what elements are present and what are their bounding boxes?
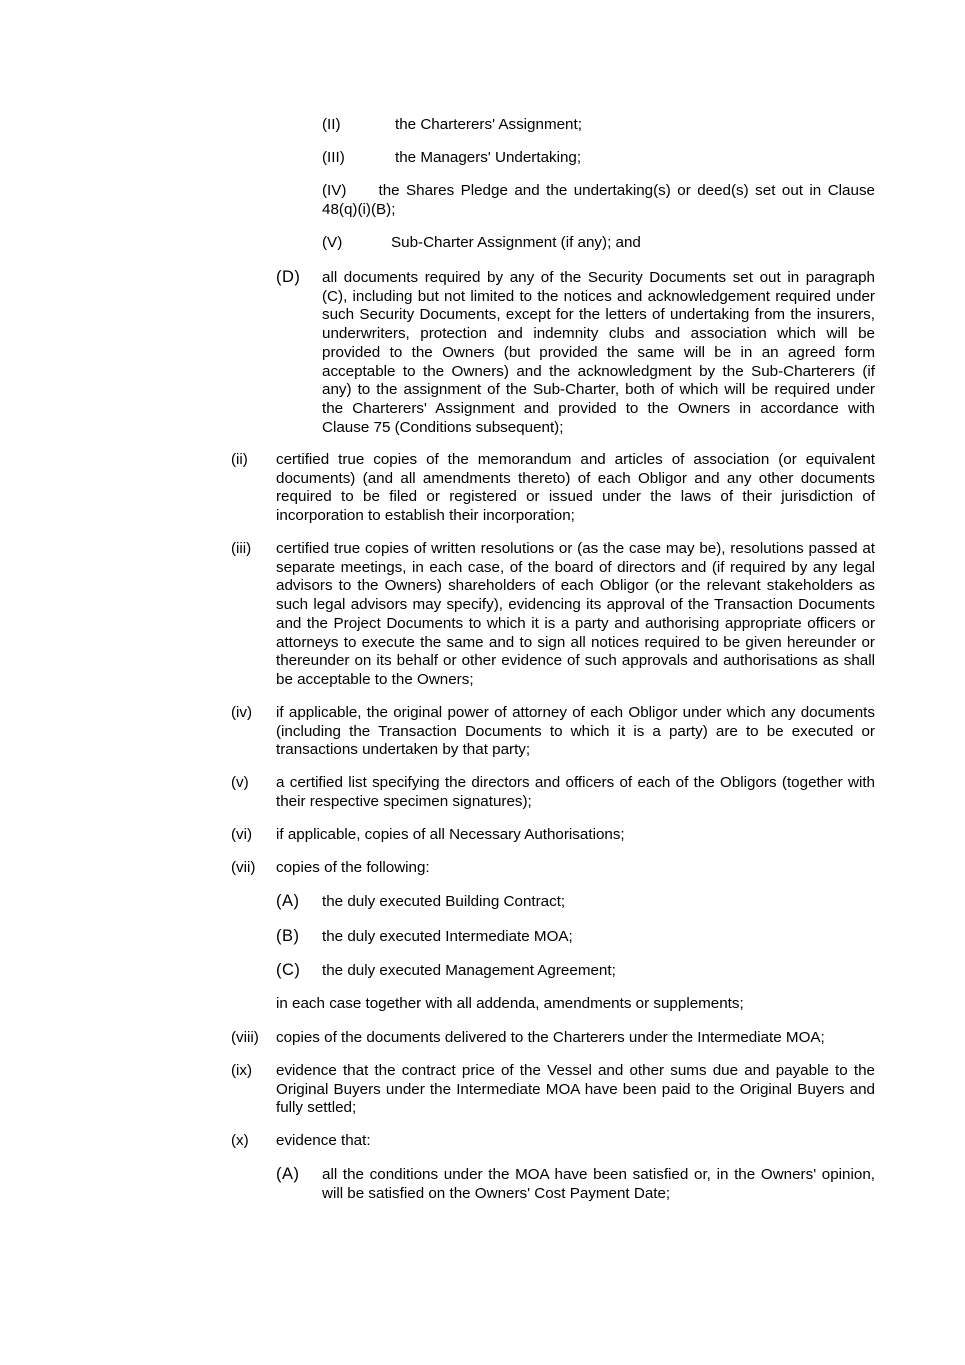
item-label: (vii) (231, 859, 256, 876)
item-text: if applicable, copies of all Necessary Authorisations; (276, 826, 625, 843)
sub-item-III (322, 149, 582, 168)
item-label: (iii) (231, 540, 252, 557)
item-label: (B) (276, 927, 300, 945)
item-text: evidence that the contract price of the Vessel and other sums due and payable to the Original Buyers under the Intermediate MOA have been paid to the Original Buyers and fully settled; (276, 1062, 875, 1117)
item-label: (D) (276, 268, 301, 286)
sub-item-II (322, 116, 582, 135)
item-label: (ix) (231, 1062, 253, 1079)
item-label: (A) (276, 892, 300, 910)
item-label: (x) (231, 1132, 249, 1149)
sub-item-text: Sub-Charter Assignment (if any); and (391, 234, 641, 251)
sub-item-text: the Shares Pledge and the undertaking(s) or deed(s) set out in Clause 48(q)(i)(B); (322, 182, 875, 218)
item-label: (C) (276, 961, 301, 979)
item-label: (viii) (231, 1029, 259, 1046)
item-text: the duly executed Intermediate MOA; (322, 928, 573, 945)
item-text: if applicable, the original power of attorney of each Obligor under which any documents (including the Transaction Documents to which it is a party) are to be executed or transactions undertaken by that party; (276, 704, 875, 759)
item-text: evidence that: (276, 1132, 371, 1149)
item-label: (vi) (231, 826, 253, 843)
sub-item-IV (322, 182, 875, 219)
item-text: the duly executed Building Contract; (322, 893, 566, 910)
item-text: all documents required by any of the Security Documents set out in paragraph (C), including but not limited to the notices and acknowledgement required under such Security Documents, except for the letters of undertaking from the insurers, underwriters, protection and indemnity clubs and association which will be provided to the Owners (but provided the same will be in an agreed form acceptable to the Owners) and the acknowledgment by the Sub-Charterers (if any) to the assignment of the Sub-Charter, both of which will be required under the Charterers' Assignment and provided to the Owners in accordance with Clause 75 (Conditions subsequent); (322, 269, 875, 436)
item-label: (v) (231, 774, 249, 791)
item-label: (iv) (231, 704, 253, 721)
sub-item-text: the Charterers' Assignment; (395, 116, 582, 133)
item-text: all the conditions under the MOA have been satisfied or, in the Owners' opinion, will be satisfied on the Owners' Cost Payment Date; (322, 1166, 875, 1202)
sub-item-label: (III) (322, 149, 345, 166)
item-text: certified true copies of the memorandum and articles of association (or equivalent documents) (and all amendments thereto) of each Obligor and any other documents required to be filed or registered or issued under the laws of their jurisdiction of incorporation to establish their incorporation; (276, 451, 875, 525)
item-label: (A) (276, 1165, 300, 1183)
item-text: copies of the documents delivered to the Charterers under the Intermediate MOA; (276, 1029, 825, 1046)
item-text: the duly executed Management Agreement; (322, 962, 616, 979)
item-text: a certified list specifying the directors and officers of each of the Obligors (together with their respective specimen signatures); (276, 774, 875, 810)
item-text: certified true copies of written resolutions or (as the case may be), resolutions passed at separate meetings, in each case, of the board of directors and (if required by any legal advisors to the Owners) shareholders of each Obligor (or the relevant stakeholders as such legal advisors may specify), evidencing its approval of the Transaction Documents and the Project Documents to which it is a party and authorising appropriate officers or attorneys to execute the same and to sign all notices required to be given hereunder or thereunder on its behalf or other evidence of such approvals and authorisations as shall be acceptable to the Owners; (276, 540, 875, 688)
sub-item-label: (IV) (322, 182, 347, 199)
item-text: copies of the following: (276, 859, 430, 876)
sub-item-label: (II) (322, 116, 341, 133)
sub-item-label: (V) (322, 234, 343, 251)
sub-item-text: the Managers' Undertaking; (395, 149, 582, 166)
vii-tail-text: in each case together with all addenda, amendments or supplements; (276, 995, 744, 1012)
sub-item-V (322, 234, 641, 253)
item-label: (ii) (231, 451, 248, 468)
